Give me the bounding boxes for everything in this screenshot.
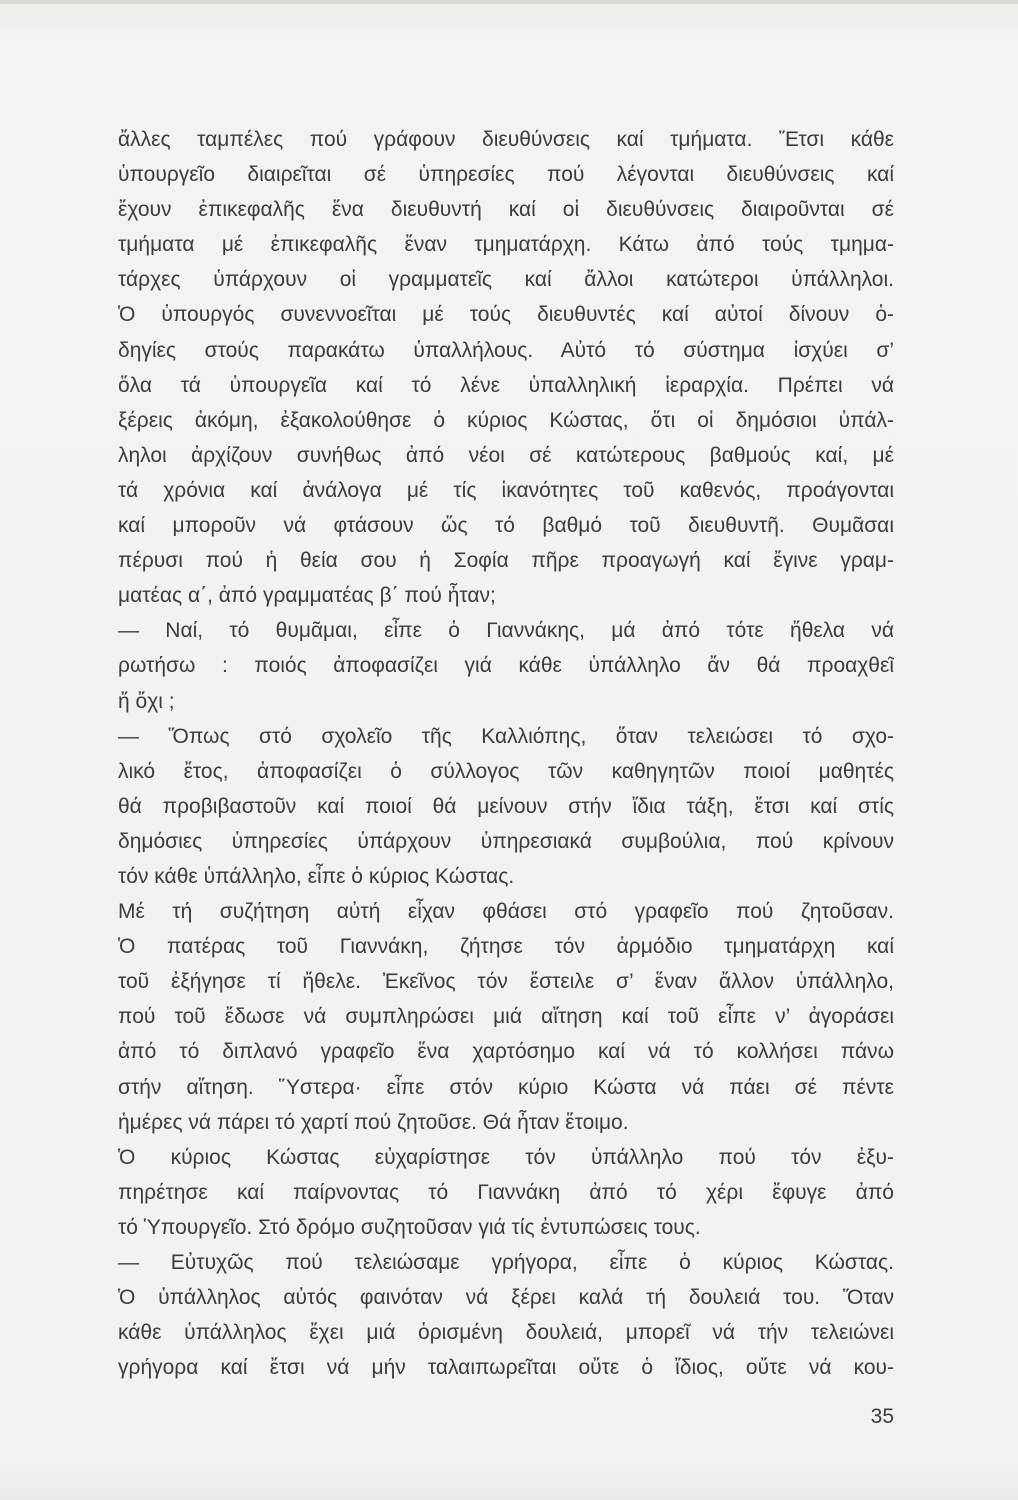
text-line: τμήματα μέ ἐπικεφαλῆς ἕναν τμηματάρχη. Κάτω ἀπό τούς τμημα- [118, 233, 894, 257]
text-line: ρωτήσω : ποιός ἀποφασίζει γιά κάθε ὑπάλληλο ἄν θά προαχθεῖ [118, 654, 894, 678]
text-line: Ὁ ὑπουργός συνεννοεῖται μέ τούς διευθυντές καί αὐτοί δίνουν ὁ- [118, 303, 894, 327]
text-line: λικό ἔτος, ἀποφασίζει ὁ σύλλογος τῶν καθηγητῶν ποιοί μαθητές [118, 759, 894, 783]
page-top-edge [0, 0, 1018, 4]
text-line: ξέρεις ἀκόμη, ἐξακολούθησε ὁ κύριος Κώστας, ὅτι οἱ δημόσιοι ὑπάλ- [118, 408, 894, 432]
text-line: Ὁ ὑπάλληλος αὐτός φαινόταν νά ξέρει καλά τή δουλειά του. Ὅταν [118, 1286, 894, 1310]
text-line: — Ὅπως στό σχολεῖο τῆς Καλλιόπης, ὅταν τελειώσει τό σχο- [118, 724, 894, 748]
text-line: τά χρόνια καί ἀνάλογα μέ τίς ἱκανότητες τοῦ καθενός, προάγονται [118, 478, 894, 502]
text-line: — Ναί, τό θυμᾶμαι, εἶπε ὁ Γιαννάκης, μά ἀπό τότε ἤθελα νά [118, 619, 894, 643]
text-line: Ὁ πατέρας τοῦ Γιαννάκη, ζήτησε τόν ἁρμόδιο τμηματάρχη καί [118, 935, 894, 959]
text-line: ληλοι ἀρχίζουν συνήθως ἀπό νέοι σέ κατώτερους βαθμούς καί, μέ [118, 443, 894, 467]
text-line: ἀπό τό διπλανό γραφεῖο ἕνα χαρτόσημο καί νά τό κολλήσει πάνω [118, 1040, 894, 1064]
text-line: ὑπουργεῖο διαιρεῖται σέ ὑπηρεσίες πού λέγονται διευθύνσεις καί [118, 163, 894, 187]
text-line: τάρχες ὑπάρχουν οἱ γραμματεῖς καί ἄλλοι κατώτεροι ὑπάλληλοι. [118, 268, 894, 292]
text-line: ἄλλες ταμπέλες πού γράφουν διευθύνσεις καί τμήματα. Ἔτσι κάθε [118, 128, 894, 151]
text-line: καί μποροῦν νά φτάσουν ὥς τό βαθμό τοῦ διευθυντῆ. Θυμᾶσαι [118, 514, 894, 538]
text-line: Ὁ κύριος Κώστας εὐχαρίστησε τόν ὑπάλληλο πού τόν ἐξυ- [118, 1145, 894, 1169]
text-line: πού τοῦ ἔδωσε νά συμπληρώσει μιά αἴτηση καί τοῦ εἶπε ν’ ἀγοράσει [118, 1005, 894, 1029]
text-line: πηρέτησε καί παίρνοντας τό Γιαννάκη ἀπό τό χέρι ἔφυγε ἀπό [118, 1180, 894, 1204]
text-line: — Εὐτυχῶς πού τελειώσαμε γρήγορα, εἶπε ὁ κύριος Κώστας. [118, 1251, 894, 1274]
text-line: στήν αἴτηση. Ὕστερα· εἶπε στόν κύριο Κώστα νά πάει σέ πέντε [118, 1075, 894, 1099]
text-line: τό Ὑπουργεῖο. Στό δρόμο συζητοῦσαν γιά τίς ἐντυπώσεις τους. [118, 1215, 701, 1239]
text-line: τοῦ ἐξήγησε τί ἤθελε. Ἐκεῖνος τόν ἔστειλε σ’ ἕναν ἄλλον ὑπάλληλο, [118, 970, 894, 994]
text-line: Μέ τή συζήτηση αὐτή εἶχαν φθάσει στό γραφεῖο πού ζητοῦσαν. [118, 900, 894, 924]
text-line: δηγίες στούς παρακάτω ὑπαλλήλους. Αὐτό τό σύστημα ἰσχύει σ’ [118, 338, 894, 362]
text-line: ὅλα τά ὑπουργεῖα καί τό λένε ὑπαλληλική ἱεραρχία. Πρέπει νά [118, 373, 894, 397]
text-line: πέρυσι πού ἡ θεία σου ἡ Σοφία πῆρε προαγωγή καί ἔγινε γραμ- [118, 549, 894, 573]
text-line: ἔχουν ἐπικεφαλῆς ἕνα διευθυντή καί οἱ διευθύνσεις διαιροῦνται σέ [118, 198, 894, 222]
text-line: κάθε ὑπάλληλος ἔχει μιά ὁρισμένη δουλειά, μπορεῖ νά τήν τελειώνει [118, 1321, 894, 1345]
text-line: γρήγορα καί ἔτσι νά μήν ταλαιπωρεῖται οὔτε ὁ ἴδιος, οὔτε νά κου- [118, 1356, 894, 1380]
text-line: δημόσιες ὑπηρεσίες ὑπάρχουν ὑπηρεσιακά συμβούλια, πού κρίνουν [118, 829, 894, 853]
body-text [118, 122, 894, 1385]
text-line: ἡμέρες νά πάρει τό χαρτί πού ζητοῦσε. Θά ἦταν ἕτοιμο. [118, 1110, 629, 1134]
page-number: 35 [870, 1405, 894, 1428]
text-line: ἤ ὄχι ; [118, 689, 175, 713]
text-line: θά προβιβαστοῦν καί ποιοί θά μείνουν στήν ἴδια τάξη, ἔτσι καί στίς [118, 794, 894, 818]
text-line: ματέας α΄, ἀπό γραμματέας β΄ πού ἦταν; [118, 584, 496, 608]
text-line: τόν κάθε ὑπάλληλο, εἶπε ὁ κύριος Κώστας. [118, 864, 515, 888]
